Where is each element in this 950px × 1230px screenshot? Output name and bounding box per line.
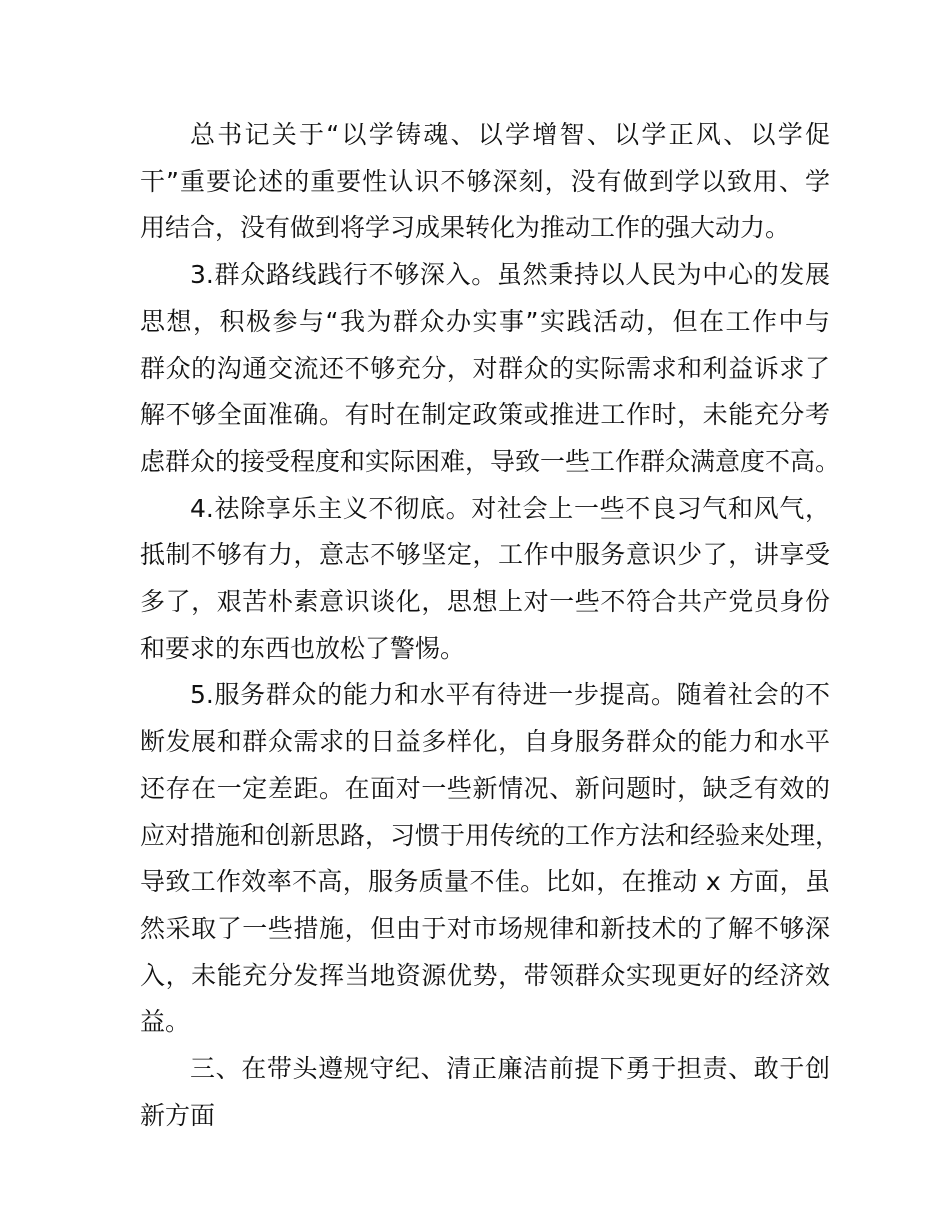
text-line: 群众的沟通交流还不够充分，对群众的实际需求和利益诉求了	[140, 353, 830, 383]
text-line: 入，未能充分发挥当地资源优势，带领群众实现更好的经济效	[140, 960, 830, 990]
text-line: 4.祛除享乐主义不彻底。对社会上一些不良习气和风气，	[190, 493, 830, 523]
text-line: 思想，积极参与“我为群众办实事”实践活动，但在工作中与	[140, 306, 830, 336]
text-line: 抵制不够有力，意志不够坚定，工作中服务意识少了，讲享受	[140, 540, 830, 570]
text-line: 干”重要论述的重要性认识不够深刻，没有做到学以致用、学	[140, 166, 830, 196]
text-line: 益。	[140, 1007, 191, 1037]
text-line: 新方面	[140, 1100, 216, 1130]
text-line: 然采取了一些措施，但由于对市场规律和新技术的了解不够深	[140, 913, 830, 943]
text-line: 总书记关于“以学铸魂、以学增智、以学正风、以学促	[190, 120, 830, 149]
text-line: 解不够全面准确。有时在制定政策或推进工作时，未能充分考	[140, 400, 830, 430]
text-line: 3.群众路线践行不够深入。虽然秉持以人民为中心的发展	[190, 260, 830, 290]
text-line: 还存在一定差距。在面对一些新情况、新问题时，缺乏有效的	[140, 773, 830, 803]
text-line: 导致工作效率不高，服务质量不佳。比如，在推动 x 方面，虽	[140, 867, 830, 897]
text-line: 5.服务群众的能力和水平有待进一步提高。随着社会的不	[190, 680, 830, 710]
text-line: 和要求的东西也放松了警惕。	[140, 633, 466, 663]
text-line: 用结合，没有做到将学习成果转化为推动工作的强大动力。	[140, 213, 791, 243]
text-line: 多了，艰苦朴素意识谈化，思想上对一些不符合共产党员身份	[140, 587, 830, 616]
text-line: 三、在带头遵规守纪、清正廉洁前提下勇于担责、敢于创	[190, 1054, 830, 1083]
text-line: 应对措施和创新思路，习惯于用传统的工作方法和经验来处理，	[140, 820, 841, 850]
text-line: 断发展和群众需求的日益多样化，自身服务群众的能力和水平	[140, 727, 830, 757]
text-line: 虑群众的接受程度和实际困难，导致一些工作群众满意度不高。	[140, 446, 841, 476]
